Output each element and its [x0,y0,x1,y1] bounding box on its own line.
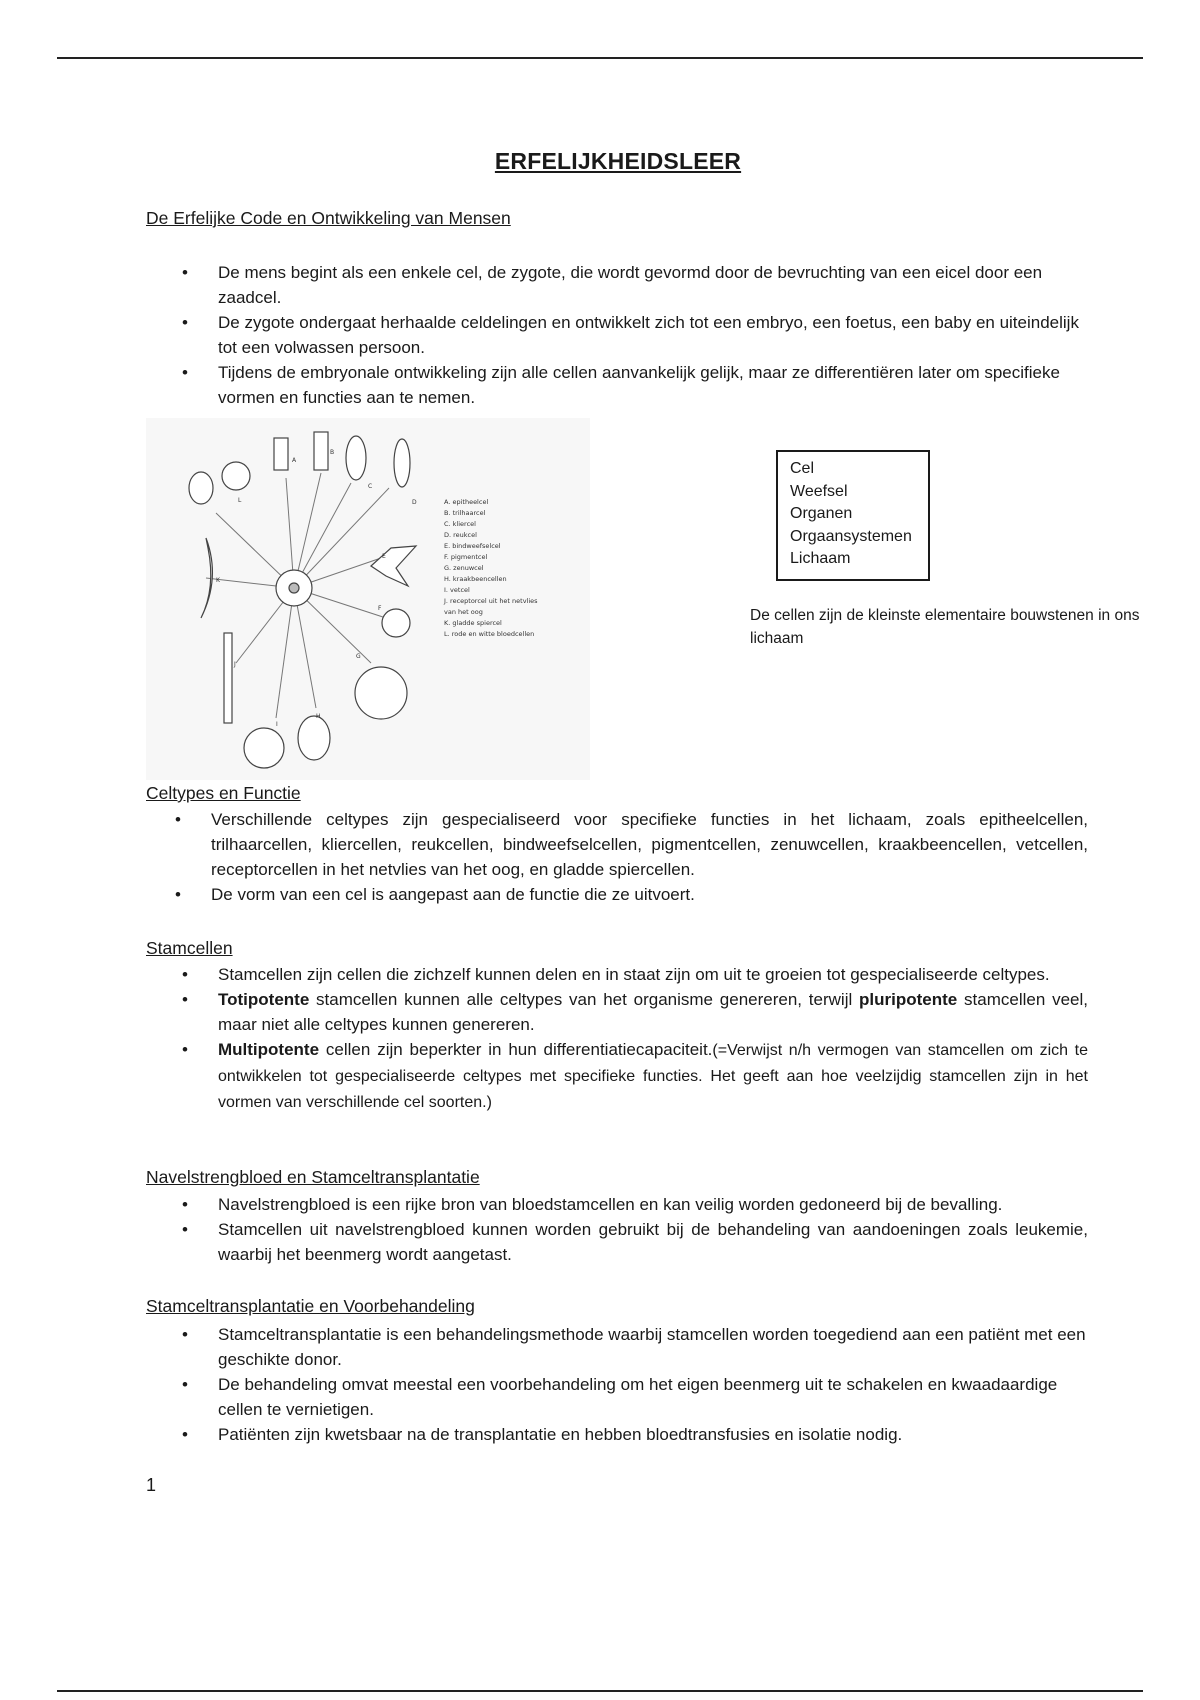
list-item: • De zygote ondergaat herhaalde celdelingen en ontwikkelt zich tot een embryo, een foetus, een baby en uiteindelijk tot een volwassen persoon. [146,310,1088,360]
cell-types-diagram [146,418,590,780]
list-item: • Tijdens de embryonale ontwikkeling zijn alle cellen aanvankelijk gelijk, maar ze differentiëren later om specifieke vormen en functies aan te nemen. [146,360,1088,410]
list-item: • De vorm van een cel is aangepast aan de functie die ze uitvoert. [146,882,1088,907]
svg-text:K: K [216,577,220,584]
svg-text:D: D [412,499,417,506]
svg-text:J: J [234,661,236,668]
svg-text:H: H [316,713,321,720]
organisation-levels-box [776,450,930,581]
document-title: ERFELIJKHEIDSLEER [494,148,742,174]
svg-text:A: A [292,457,297,464]
list-item: • De mens begint als een enkele cel, de zygote, die wordt gevormd door de bevruchting van een eicel door een zaadcel. [146,260,1088,310]
bullet-icon: • [182,363,188,382]
svg-text:C. kliercel: C. kliercel [444,520,476,528]
bullet-icon: • [182,313,188,332]
bullet-icon: • [182,965,188,984]
bullet-list-stamcellen [146,962,1088,1115]
svg-text:I. vetcel: I. vetcel [444,586,470,594]
list-item: • Verschillende celtypes zijn gespecialiseerd voor specifieke functies in het lichaam, zoals epitheelcellen, trilhaarcellen, kliercellen, reukcellen, bindweefselcellen, pigmentcellen, zenuwcellen, kraakbeencellen, vetcellen, receptorcellen in het netvlies van het oog, en gladde spiercellen. [146,807,1088,882]
section-heading-stamcellen: Stamcellen [146,938,233,958]
section-heading-erfelijke-code: De Erfelijke Code en Ontwikkeling van Mensen [146,208,511,228]
svg-text:A. epitheelcel: A. epitheelcel [444,498,489,506]
bullet-icon: • [182,263,188,282]
list-item: • Navelstrengbloed is een rijke bron van bloedstamcellen en kan veilig worden gedoneerd bij de bevalling. [146,1192,1088,1217]
bullet-list-navelstrengbloed [146,1192,1088,1267]
section-heading-navelstrengbloed: Navelstrengbloed en Stamceltransplantatie [146,1167,480,1187]
list-item: • Stamcellen zijn cellen die zichzelf kunnen delen en in staat zijn om uit te groeien tot gespecialiseerde celtypes. [146,962,1088,987]
svg-text:E: E [382,553,386,560]
level-item: Weefsel [790,482,848,500]
svg-text:J. receptorcel uit het netvl: J. receptorcel uit het netvlies [444,597,538,605]
header-rule [57,57,1143,59]
bullet-list-stamceltransplantatie [146,1322,1088,1447]
svg-text:G. zenuwcel: G. zenuwcel [444,564,484,572]
bullet-icon: • [175,885,181,904]
list-item: • De behandeling omvat meestal een voorbehandeling om het eigen beenmerg uit te schakelen en kwaadaardige cellen te vernietigen. [146,1372,1088,1422]
cell-types-figure [146,418,590,780]
list-item: • Totipotente stamcellen kunnen alle celtypes van het organisme genereren, terwijl pluripotente stamcellen veel, maar niet alle celtypes kunnen genereren. [146,987,1088,1037]
list-item: • Stamceltransplantatie is een behandelingsmethode waarbij stamcellen worden toegediend aan een patiënt met een geschikte donor. [146,1322,1088,1372]
section-heading-stamceltransplantatie: Stamceltransplantatie en Voorbehandeling [146,1296,475,1316]
bullet-icon: • [182,1325,188,1344]
svg-text:L: L [238,497,242,504]
bullet-icon: • [182,1040,188,1059]
svg-text:D. reukcel: D. reukcel [444,531,477,539]
svg-text:F: F [378,605,382,612]
svg-text:H. kraakbeencellen: H. kraakbeencellen [444,575,507,583]
footer-rule [57,1690,1143,1692]
svg-text:C: C [368,483,373,490]
bullet-icon: • [182,1425,188,1444]
level-item: Lichaam [790,550,851,567]
bullet-icon: • [182,1195,188,1214]
list-item: • Patiënten zijn kwetsbaar na de transplantatie en hebben bloedtransfusies en isolatie nodig. [146,1422,1088,1447]
levels-caption: De cellen zijn de kleinste elementaire bouwstenen in ons lichaam [750,607,1140,647]
svg-text:B: B [330,449,335,456]
page-number: 1 [146,1475,157,1495]
section-heading-celtypes: Celtypes en Functie [146,783,301,803]
bullet-list-celtypes [146,807,1088,907]
svg-text:K. gladde spiercel: K. gladde spiercel [444,619,502,627]
svg-text:G: G [356,653,361,660]
list-item: • Stamcellen uit navelstrengbloed kunnen worden gebruikt bij de behandeling van aandoeningen zoals leukemie, waarbij het beenmerg wordt aangetast. [146,1217,1088,1267]
level-item: Orgaansystemen [790,527,912,545]
svg-text:L. rode en witte bloedcellen: L. rode en witte bloedcellen [444,630,535,638]
svg-text:B. trilhaarcel: B. trilhaarcel [444,509,486,517]
svg-text:E. bindweefselcel: E. bindweefselcel [444,542,501,550]
svg-text:I: I [276,721,278,728]
bullet-list-erfelijke-code [146,260,1088,410]
bullet-icon: • [182,990,188,1009]
level-item: Cel [790,460,815,477]
svg-text:van het oog: van het oog [444,608,483,616]
level-item: Organen [790,505,853,522]
bullet-icon: • [182,1220,188,1239]
list-item: • Multipotente cellen zijn beperkter in hun differentiatiecapaciteit.(=Verwijst n/h vermogen van stamcellen om zich te ontwikkelen tot gespecialiseerde celtypes met specifieke functies. Het geeft aan hoe veelzijdig stamcellen zijn in het vormen van verschillende cel soorten.) [146,1037,1088,1115]
svg-text:F. pigmentcel: F. pigmentcel [444,553,488,561]
bullet-icon: • [182,1375,188,1394]
bullet-icon: • [175,810,181,829]
